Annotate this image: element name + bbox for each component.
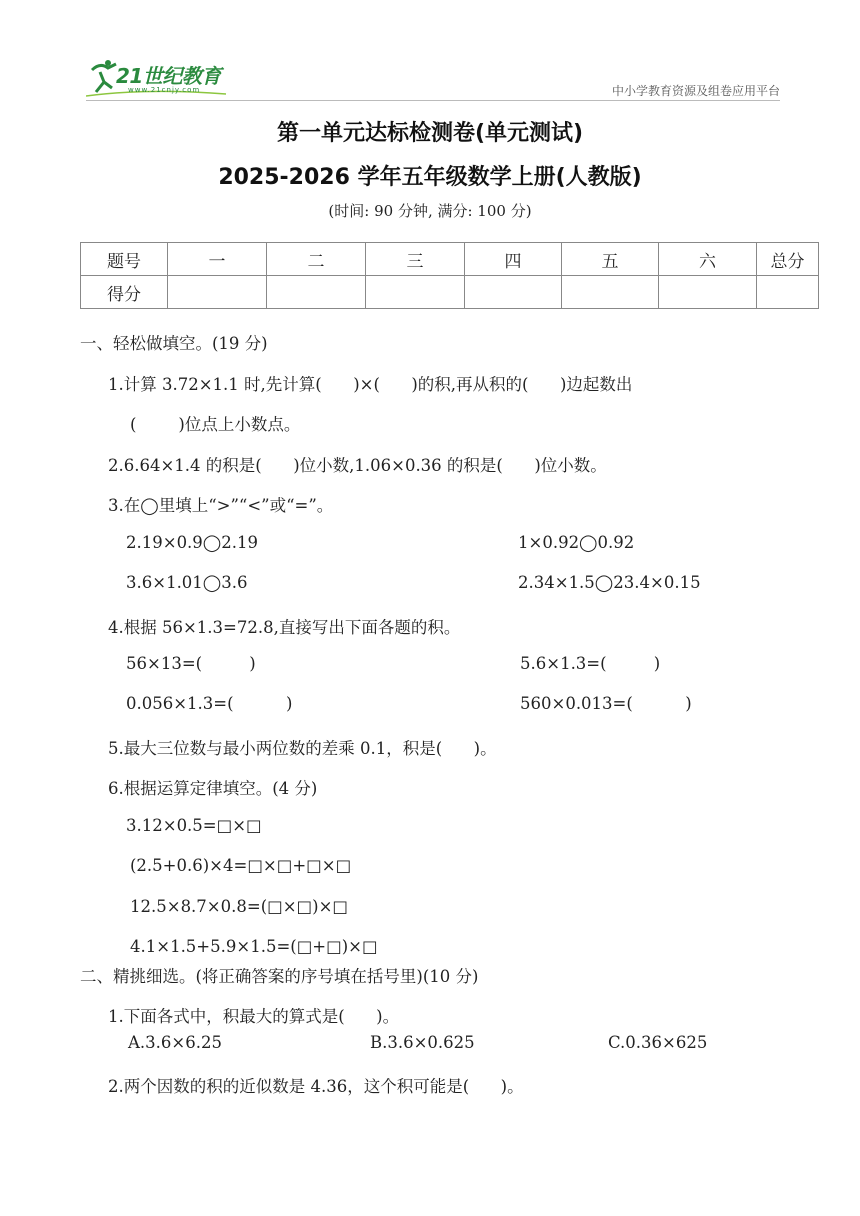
- question-4-item: 56×13=( ): [126, 654, 256, 673]
- table-cell: 四: [465, 243, 562, 276]
- question-4-item: 5.6×1.3=( ): [520, 654, 661, 673]
- option-c: C.0.36×625: [608, 1033, 708, 1052]
- score-table-score-row: [81, 276, 819, 309]
- question-2: 2.两个因数的积的近似数是 4.36，这个积可能是( )。: [108, 1077, 524, 1096]
- table-cell: 题号: [81, 243, 168, 276]
- question-2: 2.6.64×1.4 的积是( )位小数,1.06×0.36 的积是( )位小数。: [108, 456, 607, 475]
- question-6-item: 3.12×0.5=□×□: [126, 816, 262, 835]
- question-3-item: 2.19×0.9◯2.19: [126, 533, 259, 552]
- question-4-item: 0.056×1.3=( ): [126, 694, 293, 713]
- option-a: A.3.6×6.25: [128, 1033, 222, 1052]
- score-input-cell[interactable]: [659, 276, 757, 309]
- score-input-cell[interactable]: [465, 276, 562, 309]
- question-6-item: 12.5×8.7×0.8=(□×□)×□: [130, 897, 348, 916]
- question-3-item: 3.6×1.01◯3.6: [126, 573, 248, 592]
- question-3-item: 1×0.92◯0.92: [518, 533, 635, 552]
- table-cell: 得分: [81, 276, 168, 309]
- table-cell: 三: [366, 243, 465, 276]
- score-input-cell[interactable]: [757, 276, 819, 309]
- section-heading: 一、轻松做填空。(19 分): [80, 334, 268, 353]
- table-cell: 一: [168, 243, 267, 276]
- question-5: 5.最大三位数与最小两位数的差乘 0.1，积是( )。: [108, 739, 497, 758]
- question-3-item: 2.34×1.5◯23.4×0.15: [518, 573, 701, 592]
- question-4-item: 560×0.013=( ): [520, 694, 692, 713]
- table-cell: 六: [659, 243, 757, 276]
- header-divider: [86, 100, 780, 101]
- question-6-item: (2.5+0.6)×4=□×□+□×□: [130, 856, 352, 875]
- question-1: 1.计算 3.72×1.1 时,先计算( )×( )的积,再从积的( )边起数出: [108, 375, 633, 394]
- question-1-cont: ( )位点上小数点。: [130, 415, 301, 434]
- score-table: [80, 242, 819, 309]
- score-input-cell[interactable]: [267, 276, 366, 309]
- score-table-header-row: [81, 243, 819, 276]
- score-input-cell[interactable]: [562, 276, 659, 309]
- exam-info: (时间: 90 分钟, 满分: 100 分): [328, 202, 532, 220]
- question-3: 3.在◯里填上“>”“<”或“=”。: [108, 496, 334, 515]
- table-cell: 总分: [757, 243, 819, 276]
- page-title: 第一单元达标检测卷(单元测试): [276, 121, 584, 146]
- logo-url: www.21cnjy.com: [128, 86, 201, 94]
- section-heading: 二、精挑细选。(将正确答案的序号填在括号里)(10 分): [80, 967, 479, 986]
- question-6: 6.根据运算定律填空。(4 分): [108, 779, 318, 798]
- platform-label: 中小学教育资源及组卷应用平台: [611, 84, 780, 98]
- question-6-item: 4.1×1.5+5.9×1.5=(□+□)×□: [130, 937, 378, 956]
- page-subtitle: 2025-2026 学年五年级数学上册(人教版): [218, 165, 642, 190]
- score-input-cell[interactable]: [366, 276, 465, 309]
- score-input-cell[interactable]: [168, 276, 267, 309]
- table-cell: 五: [562, 243, 659, 276]
- question-4: 4.根据 56×1.3=72.8,直接写出下面各题的积。: [108, 618, 461, 637]
- question-1: 1.下面各式中，积最大的算式是( )。: [108, 1007, 400, 1026]
- option-b: B.3.6×0.625: [370, 1033, 475, 1052]
- table-cell: 二: [267, 243, 366, 276]
- logo-wordmark: 21世纪教育: [116, 64, 221, 88]
